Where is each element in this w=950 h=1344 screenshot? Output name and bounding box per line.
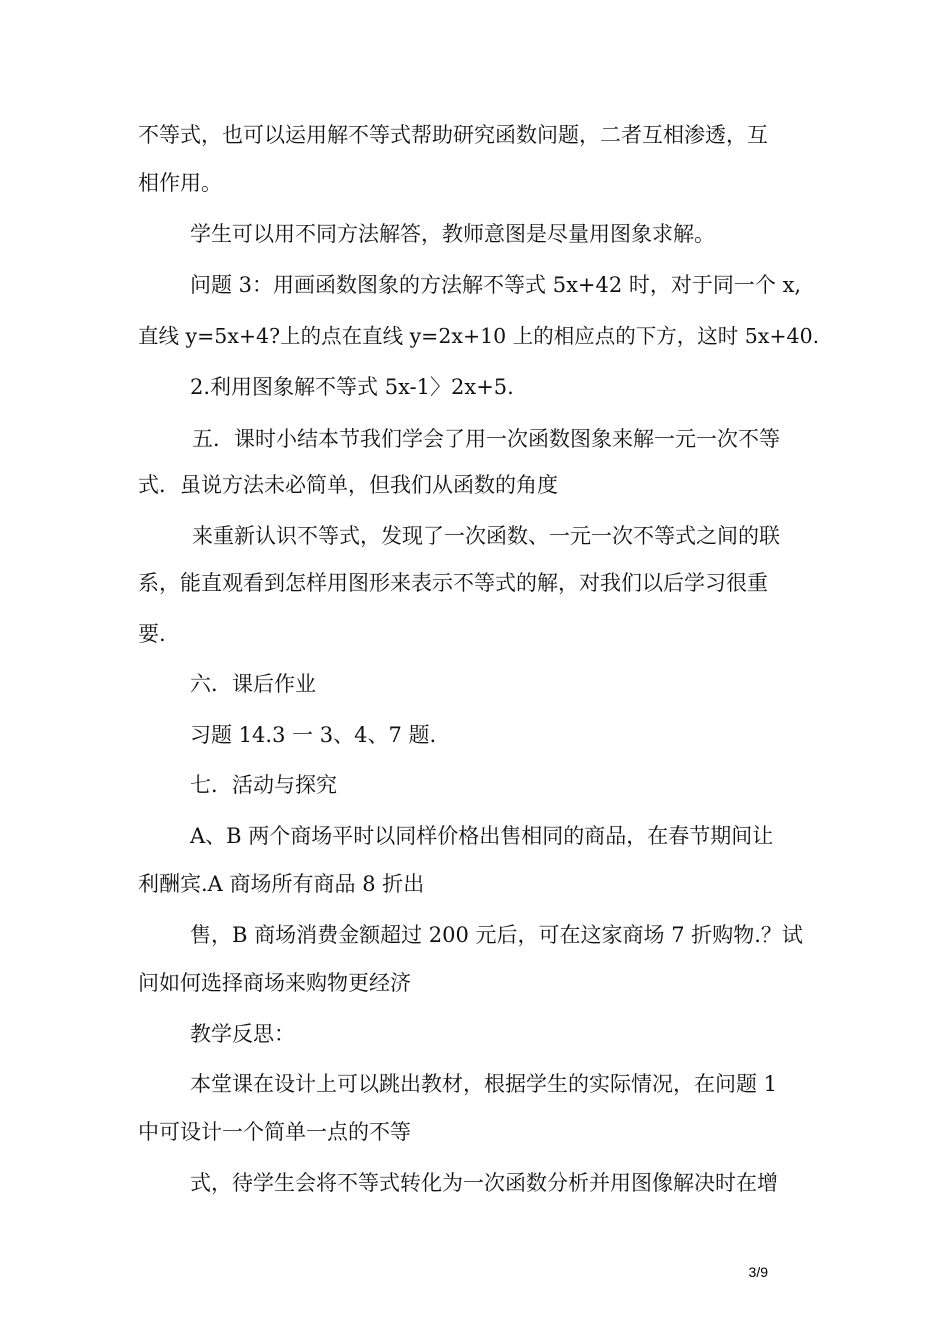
text-line: 问题 3：用画函数图象的方法解不等式 5x+42 时，对于同一个 x, (190, 273, 802, 297)
text-line: 不等式，也可以运用解不等式帮助研究函数问题，二者互相渗透，互 (138, 123, 768, 147)
page-number: 3/9 (748, 1264, 768, 1280)
text-line: 式，待学生会将不等式转化为一次函数分析并用图像解决时在增 (190, 1171, 778, 1195)
text-line: 本堂课在设计上可以跳出教材，根据学生的实际情况，在问题 1 (190, 1072, 778, 1096)
text-line: 六．课后作业 (190, 672, 316, 696)
text-line: 五．课时小结本节我们学会了用一次函数图象来解一元一次不等 (192, 427, 780, 451)
text-line: 学生可以用不同方法解答，教师意图是尽量用图象求解。 (190, 222, 715, 246)
text-line: 来重新认识不等式，发现了一次函数、一元一次不等式之间的联 (192, 524, 780, 548)
text-line: 直线 y=5x+4?上的点在直线 y=2x+10 上的相应点的下方，这时 5x+40. (138, 324, 820, 348)
text-line: 问如何选择商场来购物更经济 (138, 971, 411, 995)
text-line: 要. (138, 622, 166, 646)
text-line: 相作用。 (138, 171, 222, 195)
text-line: 系，能直观看到怎样用图形来表示不等式的解，对我们以后学习很重 (138, 571, 768, 595)
text-line: 售，B 商场消费金额超过 200 元后，可在这家商场 7 折购物.？试 (190, 923, 803, 947)
text-line: 习题 14.3 一 3、4、7 题. (190, 723, 437, 747)
text-line: 利酬宾.A 商场所有商品 8 折出 (138, 872, 425, 896)
text-line: A、B 两个商场平时以同样价格出售相同的商品，在春节期间让 (190, 824, 774, 848)
text-line: 式．虽说方法未必简单，但我们从函数的角度 (138, 473, 558, 497)
text-line: 教学反思： (190, 1022, 295, 1046)
text-line: 2.利用图象解不等式 5x-1〉2x+5. (190, 375, 514, 399)
text-line: 中可设计一个简单一点的不等 (138, 1120, 411, 1144)
text-line: 七．活动与探究 (190, 773, 337, 797)
